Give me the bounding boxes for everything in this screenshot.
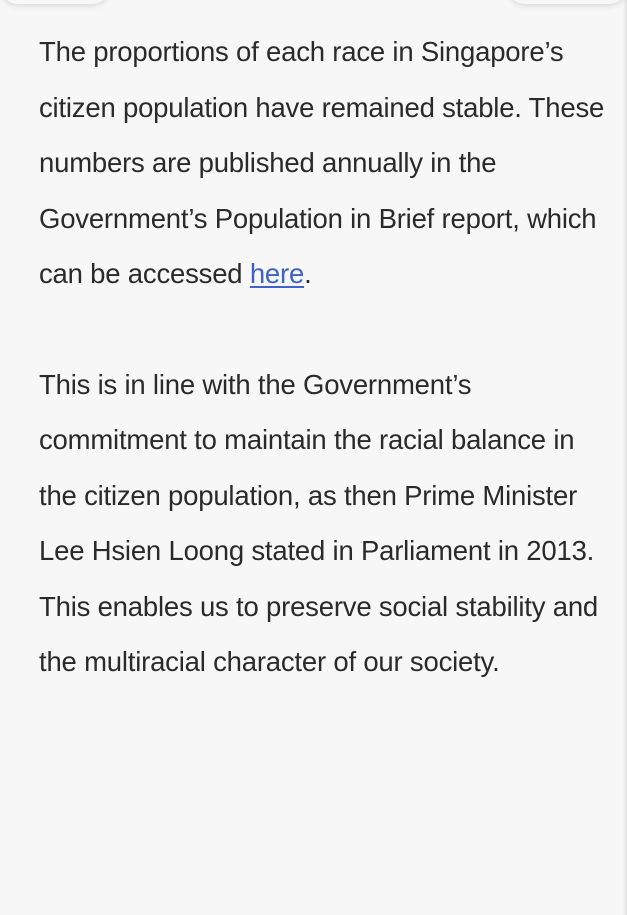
top-bar-edge-left [0,0,110,4]
scroll-edge [623,0,627,915]
population-in-brief-link[interactable]: here [249,258,305,289]
paragraph-1-period: . [304,258,312,289]
article-body [39,24,609,690]
paragraph-1-text: The proportions of each race in Singapore’s citizen population have remained stable. These numbers are published annually in the Government’s Population in Brief report, which can be accessed [39,36,605,289]
paragraph-population-proportions [39,24,609,302]
paragraph-racial-balance: This is in line with the Government’s commitment to maintain the racial balance in the citizen population, as then Prime Minister Lee Hsien Loong stated in Parliament in 2013. This enables us to preserve social stability and the multiracial character of our society. [39,368,599,677]
top-bar-edge-right [507,0,627,4]
